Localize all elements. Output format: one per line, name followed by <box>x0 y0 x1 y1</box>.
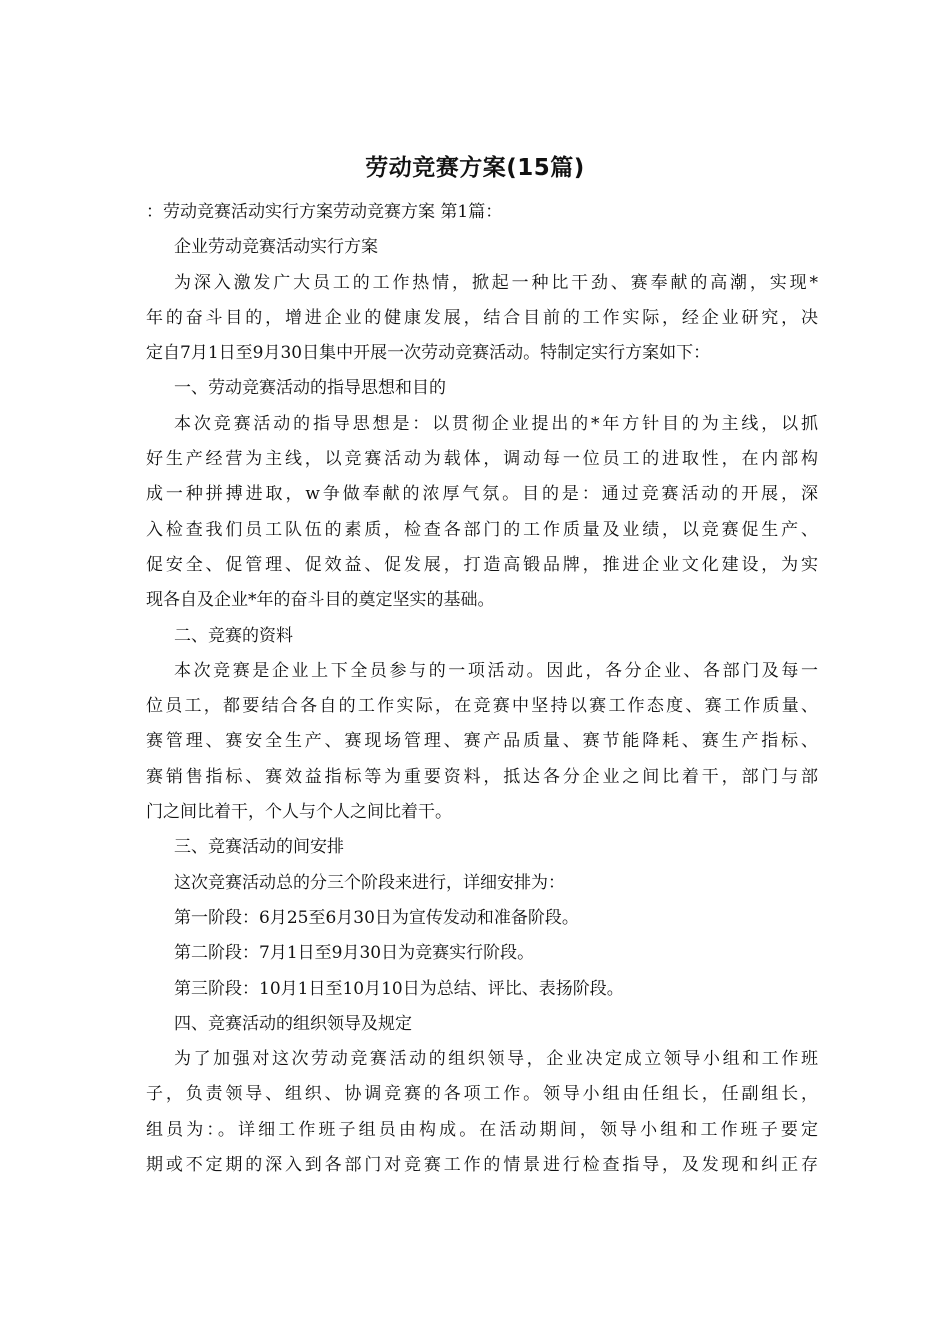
text-line: 本次竞赛是企业上下全员参与的一项活动。因此，各分企业、各部门及每一 <box>174 660 818 681</box>
text-line: 四、竞赛活动的组织领导及规定 <box>174 1013 412 1034</box>
text-line: 定自7月1日至9月30日集中开展一次劳动竞赛活动。特制定实行方案如下： <box>146 343 711 364</box>
text-line: 位员工，都要结合各自的工作实际，在竞赛中坚持以赛工作态度、赛工作质量、 <box>146 696 818 717</box>
text-line: 二、竞赛的资料 <box>174 625 293 646</box>
text-line: 一、劳动竞赛活动的指导思想和目的 <box>174 378 446 399</box>
text-line: 入检查我们员工队伍的素质，检查各部门的工作质量及业绩，以竞赛促生产、 <box>146 519 818 540</box>
text-line: 期或不定期的深入到各部门对竞赛工作的情景进行检查指导，及发现和纠正存 <box>146 1155 818 1176</box>
text-line: 为深入激发广大员工的工作热情，掀起一种比干劲、赛奉献的高潮，实现* <box>174 272 818 293</box>
text-line: 门之间比着干，个人与个人之间比着干。 <box>146 802 452 823</box>
text-line: 年的奋斗目的，增进企业的健康发展，结合目前的工作实际，经企业研究，决 <box>146 307 818 328</box>
text-line: 子，负责领导、组织、协调竞赛的各项工作。领导小组由任组长，任副组长， <box>146 1084 818 1105</box>
text-line: 企业劳动竞赛活动实行方案 <box>174 237 378 258</box>
text-line: 组员为：。详细工作班子组员由构成。在活动期间，领导小组和工作班子要定 <box>146 1119 818 1140</box>
text-line: 第三阶段：10月1日至10月10日为总结、评比、表扬阶段。 <box>174 978 624 999</box>
text-line: 现各自及企业*年的奋斗目的奠定坚实的基础。 <box>146 590 495 611</box>
text-line: 第一阶段：6月25至6月30日为宣传发动和准备阶段。 <box>174 907 579 928</box>
text-line: 好生产经营为主线，以竞赛活动为载体，调动每一位员工的进取性，在内部构 <box>146 449 818 470</box>
text-line: 第二阶段：7月1日至9月30日为竞赛实行阶段。 <box>174 943 535 964</box>
text-line: 这次竞赛活动总的分三个阶段来进行，详细安排为： <box>174 872 565 893</box>
text-line: 本次竞赛活动的指导思想是：以贯彻企业提出的*年方针目的为主线，以抓 <box>174 413 818 434</box>
text-line: 为了加强对这次劳动竞赛活动的组织领导，企业决定成立领导小组和工作班 <box>174 1049 818 1070</box>
text-line: 成一种拼搏进取，w争做奉献的浓厚气氛。目的是：通过竞赛活动的开展，深 <box>146 484 818 505</box>
text-line: 三、竞赛活动的间安排 <box>174 837 344 858</box>
text-line: 赛管理、赛安全生产、赛现场管理、赛产品质量、赛节能降耗、赛生产指标、 <box>146 731 818 752</box>
document-body <box>146 195 818 1183</box>
text-line: 赛销售指标、赛效益指标等为重要资料，抵达各分企业之间比着干，部门与部 <box>146 766 818 787</box>
document-title: 劳动竞赛方案(15篇) <box>365 155 585 181</box>
text-line: 促安全、促管理、促效益、促发展，打造高锻品牌，推进企业文化建设，为实 <box>146 554 818 575</box>
text-line: ：劳动竞赛活动实行方案劳动竞赛方案 第1篇： <box>146 202 503 222</box>
